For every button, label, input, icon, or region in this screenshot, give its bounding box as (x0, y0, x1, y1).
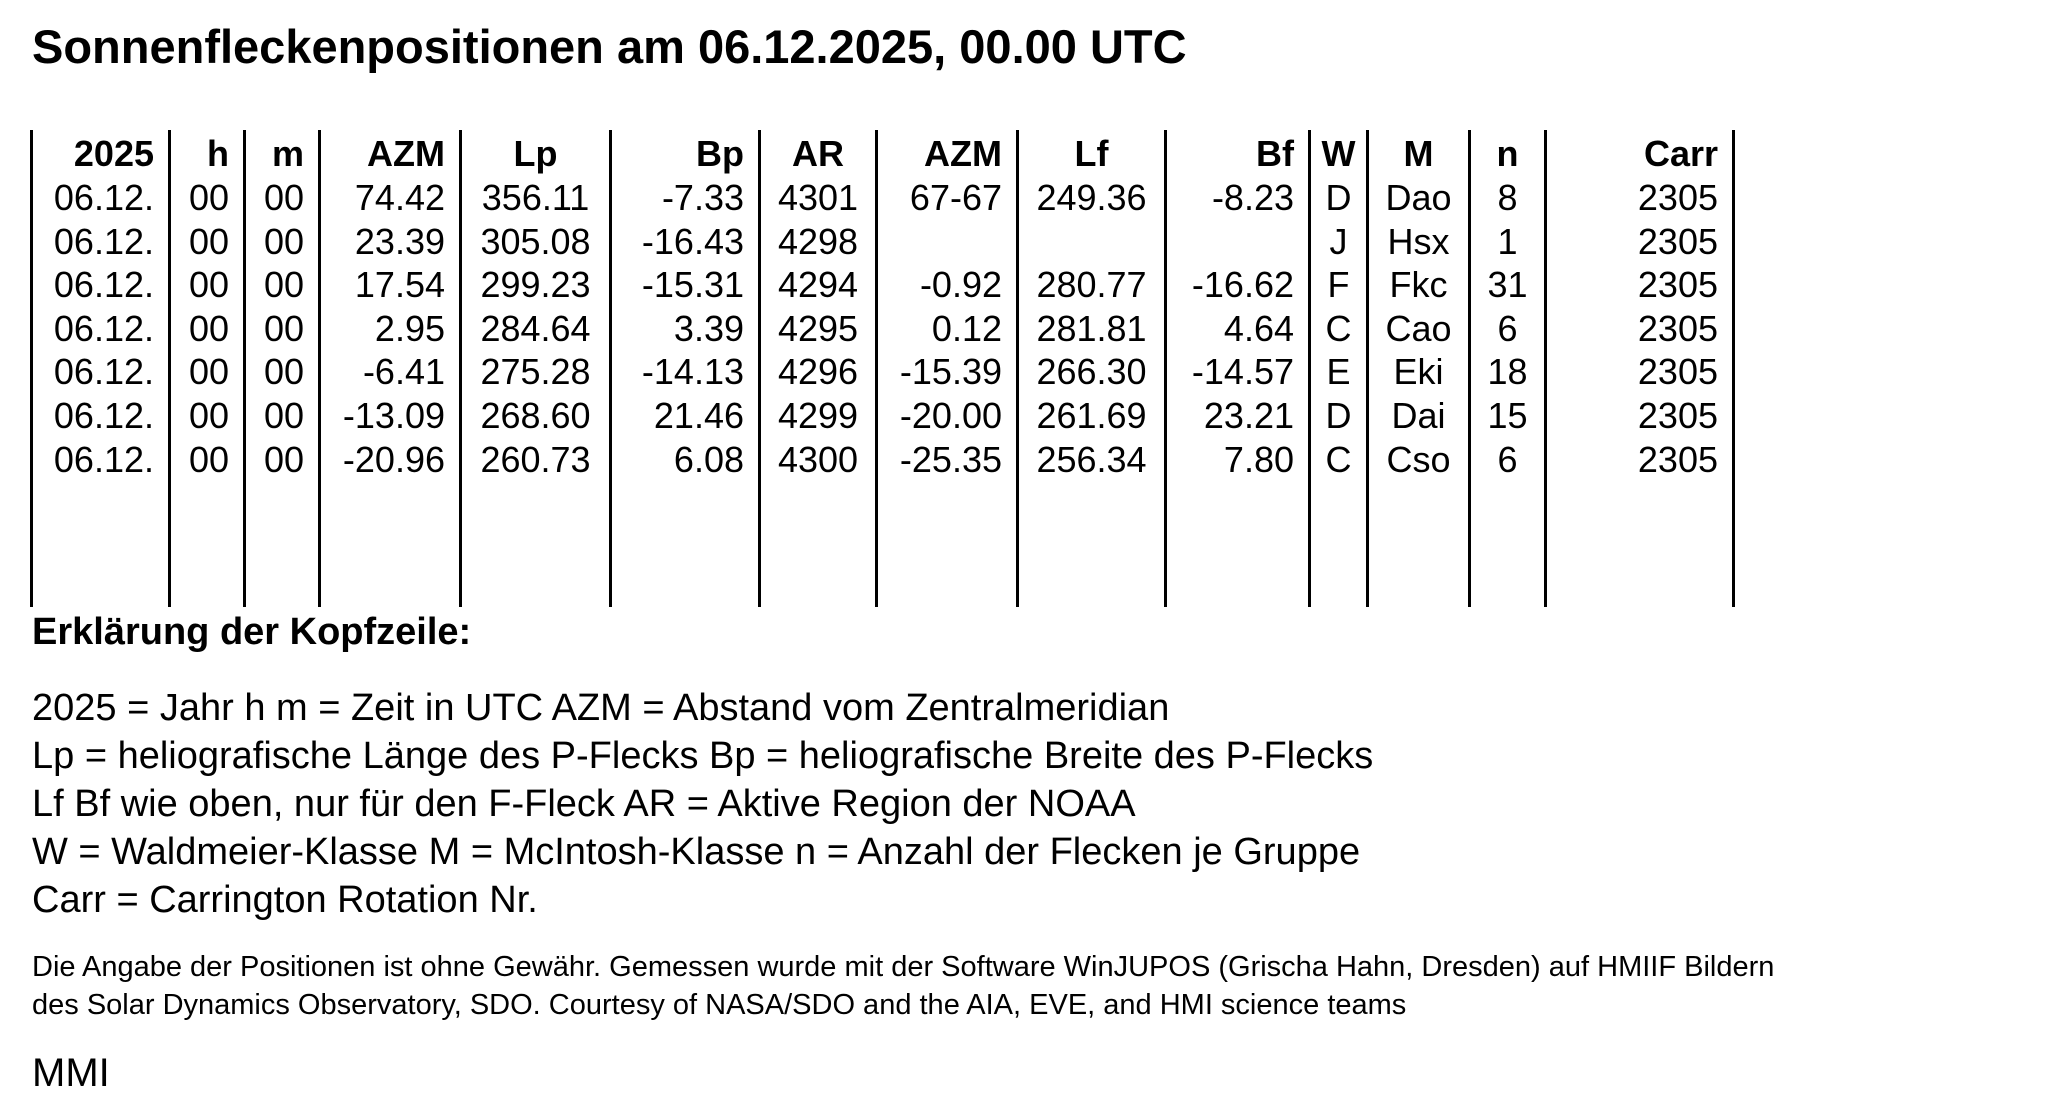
table-cell-year: 06.12. (53, 439, 154, 480)
table-cell-carrington: 2305 (1637, 308, 1718, 349)
table-cell-hour: 00 (188, 395, 229, 436)
table-cell-lp: 275.28 (480, 351, 591, 392)
table-cell-bf: 23.21 (1203, 395, 1294, 436)
table-cell-year: 06.12. (53, 395, 154, 436)
table-cell-mcintosh: Dao (1385, 177, 1452, 218)
table-cell-bp: 3.39 (673, 308, 744, 349)
table-cell-bf: -8.23 (1211, 177, 1294, 218)
table-cell-ar: 4299 (777, 395, 859, 436)
disclaimer-line: des Solar Dynamics Observatory, SDO. Courtesy of NASA/SDO and the AIA, EVE, and HMI science teams (32, 989, 1407, 1021)
table-cell-mcintosh: Cso (1386, 439, 1451, 480)
table-cell-waldmeier: C (1325, 308, 1352, 349)
table-cell-azm-f: 67-67 (909, 177, 1002, 218)
table-cell-azm-f: -25.35 (899, 439, 1002, 480)
signature: MMI (32, 1051, 110, 1095)
table-cell-bp: 6.08 (673, 439, 744, 480)
table-cell-lf: 266.30 (1036, 351, 1147, 392)
table-cell-minute: 00 (263, 395, 304, 436)
column-header-minute: m (271, 133, 304, 174)
column-header-bf: Bf (1256, 133, 1294, 174)
legend-line: Carr = Carrington Rotation Nr. (32, 879, 538, 921)
table-cell-carrington: 2305 (1637, 264, 1718, 305)
table-cell-year: 06.12. (53, 264, 154, 305)
table-cell-minute: 00 (263, 264, 304, 305)
table-cell-minute: 00 (263, 439, 304, 480)
table-cell-lp: 299.23 (480, 264, 591, 305)
column-header-count: n (1496, 133, 1519, 174)
legend-line: 2025 = Jahr h m = Zeit in UTC AZM = Abstand vom Zentralmeridian (32, 687, 1170, 729)
table-cell-mcintosh: Dai (1391, 395, 1446, 436)
legend-line: Lf Bf wie oben, nur für den F-Fleck AR = Aktive Region der NOAA (32, 783, 1136, 825)
column-header-azm-f: AZM (924, 133, 1002, 174)
table-cell-minute: 00 (263, 221, 304, 262)
table-cell-azm-f (878, 220, 1002, 263)
table-cell-minute: 00 (263, 308, 304, 349)
table-cell-count: 6 (1497, 308, 1518, 349)
table-cell-bp: 21.46 (653, 395, 744, 436)
table-cell-bf: 4.64 (1223, 308, 1294, 349)
table-cell-waldmeier: E (1326, 351, 1351, 392)
table-column-divider (1732, 130, 1735, 607)
table-cell-count: 18 (1487, 351, 1528, 392)
table-cell-count: 6 (1497, 439, 1518, 480)
table-cell-lf: 249.36 (1036, 177, 1147, 218)
table-cell-azm-f: -0.92 (919, 264, 1002, 305)
table-cell-minute: 00 (263, 351, 304, 392)
table-cell-bp: -16.43 (641, 221, 744, 262)
table-cell-lf: 256.34 (1036, 439, 1147, 480)
table-cell-azm-p: 17.54 (354, 264, 445, 305)
legend-line: Lp = heliografische Länge des P-Flecks Bp = heliografische Breite des P-Flecks (32, 735, 1374, 777)
table-cell-hour: 00 (188, 439, 229, 480)
table-cell-ar: 4295 (777, 308, 859, 349)
table-cell-lp: 268.60 (480, 395, 591, 436)
table-cell-hour: 00 (188, 221, 229, 262)
table-cell-mcintosh: Fkc (1389, 264, 1448, 305)
table-cell-count: 1 (1497, 221, 1518, 262)
table-cell-bp: -15.31 (641, 264, 744, 305)
column-header-carrington: Carr (1643, 133, 1718, 174)
table-cell-azm-p: 2.95 (374, 308, 445, 349)
column-header-bp: Bp (696, 133, 744, 174)
table-cell-lp: 305.08 (480, 221, 591, 262)
table-cell-mcintosh: Cao (1385, 308, 1452, 349)
table-cell-count: 31 (1487, 264, 1528, 305)
table-cell-minute: 00 (263, 177, 304, 218)
table-cell-azm-f: -15.39 (899, 351, 1002, 392)
column-header-waldmeier: W (1321, 133, 1356, 174)
table-cell-waldmeier: F (1327, 264, 1350, 305)
table-cell-lp: 260.73 (480, 439, 591, 480)
table-cell-lf: 261.69 (1036, 395, 1147, 436)
table-cell-bf: 7.80 (1223, 439, 1294, 480)
column-header-azm-p: AZM (367, 133, 445, 174)
table-cell-azm-p: 23.39 (354, 221, 445, 262)
table-cell-waldmeier: J (1329, 221, 1348, 262)
table-cell-waldmeier: D (1325, 395, 1352, 436)
column-header-lf: Lf (1074, 133, 1109, 174)
table-cell-ar: 4301 (777, 177, 859, 218)
table-cell-year: 06.12. (53, 177, 154, 218)
column-header-ar: AR (792, 133, 844, 174)
table-cell-mcintosh: Hsx (1387, 221, 1450, 262)
table-cell-bp: -7.33 (661, 177, 744, 218)
explanation-title: Erklärung der Kopfzeile: (32, 611, 472, 653)
table-cell-hour: 00 (188, 177, 229, 218)
table-cell-waldmeier: D (1325, 177, 1352, 218)
table-cell-lf: 280.77 (1036, 264, 1147, 305)
table-cell-azm-f: 0.12 (931, 308, 1002, 349)
table-cell-lf: 281.81 (1036, 308, 1147, 349)
table-cell-lp: 284.64 (480, 308, 591, 349)
table-cell-ar: 4294 (777, 264, 859, 305)
table-cell-year: 06.12. (53, 351, 154, 392)
table-cell-bf: -16.62 (1191, 264, 1294, 305)
table-cell-bf: -14.57 (1191, 351, 1294, 392)
table-cell-carrington: 2305 (1637, 395, 1718, 436)
table-cell-hour: 00 (188, 308, 229, 349)
column-header-lp: Lp (513, 133, 558, 174)
table-cell-count: 8 (1497, 177, 1518, 218)
column-header-mcintosh: M (1403, 133, 1434, 174)
column-header-year: 2025 (73, 133, 154, 174)
table-cell-azm-p: -20.96 (342, 439, 445, 480)
table-cell-year: 06.12. (53, 221, 154, 262)
disclaimer-line: Die Angabe der Positionen ist ohne Gewähr. Gemessen wurde mit der Software WinJUPOS (Grischa Hahn, Dresden) auf HMIIF Bildern (32, 951, 1775, 983)
table-cell-hour: 00 (188, 351, 229, 392)
table-cell-ar: 4296 (777, 351, 859, 392)
table-cell-azm-f: -20.00 (899, 395, 1002, 436)
column-header-hour: h (207, 133, 229, 174)
table-cell-hour: 00 (188, 264, 229, 305)
table-cell-carrington: 2305 (1637, 351, 1718, 392)
table-cell-azm-p: 74.42 (354, 177, 445, 218)
table-cell-azm-p: -13.09 (342, 395, 445, 436)
table-cell-lp: 356.11 (481, 177, 590, 218)
table-cell-bf (1167, 220, 1294, 263)
table-cell-year: 06.12. (53, 308, 154, 349)
table-cell-ar: 4298 (777, 221, 859, 262)
table-cell-carrington: 2305 (1637, 221, 1718, 262)
table-cell-carrington: 2305 (1637, 439, 1718, 480)
table-cell-ar: 4300 (777, 439, 859, 480)
disclaimer (32, 948, 2062, 1024)
table-cell-azm-p: -6.41 (362, 351, 445, 392)
table-cell-mcintosh: Eki (1393, 351, 1444, 392)
table-cell-lf (1019, 220, 1164, 263)
table-cell-carrington: 2305 (1637, 177, 1718, 218)
table-cell-bp: -14.13 (641, 351, 744, 392)
legend-line: W = Waldmeier-Klasse M = McIntosh-Klasse n = Anzahl der Flecken je Gruppe (32, 831, 1361, 873)
table-cell-waldmeier: C (1325, 439, 1352, 480)
page-title: Sonnenfleckenpositionen am 06.12.2025, 00.00 UTC (32, 20, 1187, 73)
table-cell-count: 15 (1487, 395, 1528, 436)
